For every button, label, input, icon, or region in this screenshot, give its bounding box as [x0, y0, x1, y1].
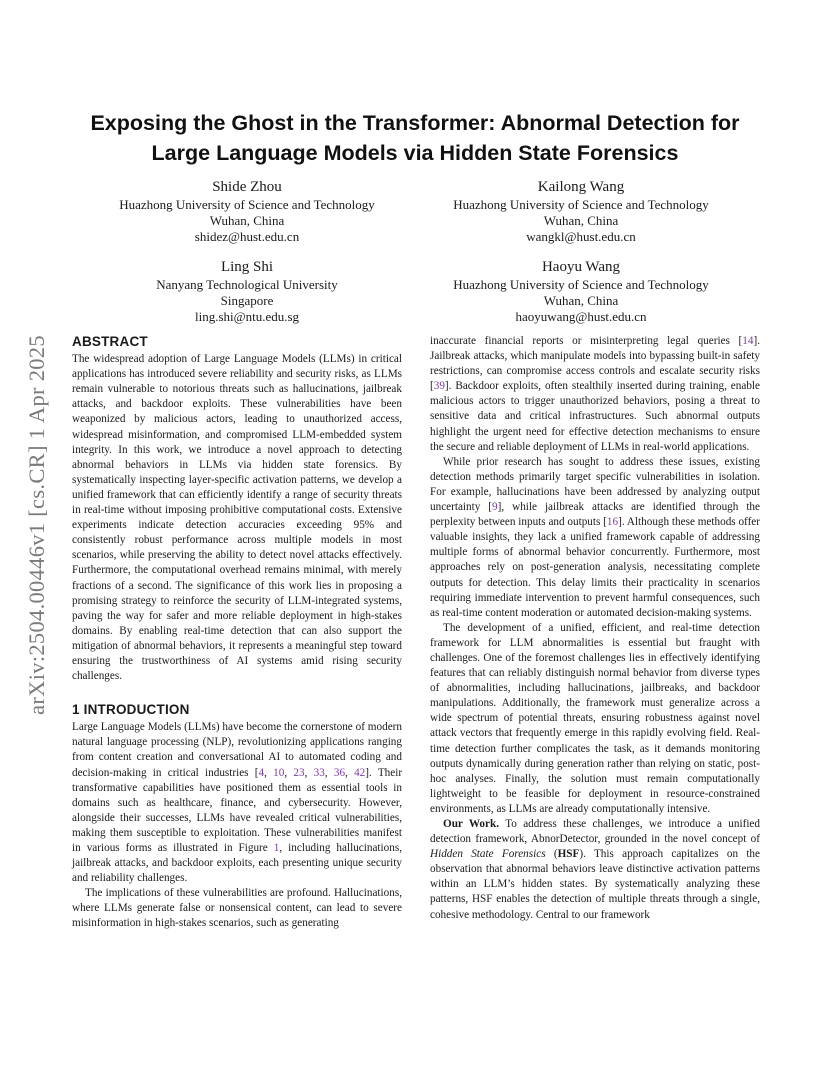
- citation-link[interactable]: 4: [258, 766, 265, 779]
- author-location: Singapore: [220, 293, 274, 308]
- intro-paragraph-2: The implications of these vulnerabilities are profound. Hallucinations, where LLMs generate false or nonsensical content, can lead to severe misinformation in high-stakes scenarios, such as generating: [72, 887, 402, 930]
- author-block-2: [416, 177, 746, 245]
- intro-paragraph-1: Large Language Models (LLMs) have become the cornerstone of modern natural language processing (NLP), revolutionizing applications ranging from content creation and conversational AI to automated coding and decision-making in critical industries [4, 10, 23, 33, 36, 42]. Their transformative capabilities have positioned them as essential tools in domains such as healthcare, finance, and cybersecurity. However, alongside their successes, LLMs have revealed critical vulnerabilities, making them susceptible to exploitation. These vulnerabilities manifest in various forms as illustrated in Figure 1, including hallucinations, jailbreak attacks, and backdoor exploits, each presenting unique security and reliability challenges.: [72, 721, 403, 885]
- author-email: shidez@hust.edu.cn: [194, 229, 300, 244]
- citation-link[interactable]: 10: [273, 766, 285, 779]
- author-email: wangkl@hust.edu.cn: [526, 229, 636, 244]
- our-work-paragraph: Our Work. To address these challenges, we introduce a unified detection framework, AbnorDetector, grounded in the novel concept of Hidden State Forensics (HSF). This approach capitalizes on the observation that abnormal behaviors leave distinctive activation patterns within an LLM’s hidden states. By systematically analyzing these patterns, HSF enables the detection of multiple threats through a single, cohesive methodology. Central to our framework: [430, 818, 760, 921]
- citation-link[interactable]: 14: [742, 335, 754, 347]
- right-column: [430, 334, 760, 923]
- paper-title: [70, 108, 760, 168]
- author-location: Wuhan, China: [209, 213, 285, 228]
- citation-link[interactable]: 39: [433, 380, 445, 393]
- author-affiliation: Huazhong University of Science and Technology: [453, 197, 709, 212]
- abstract-text: The widespread adoption of Large Language Models (LLMs) in critical applications has introduced severe reliability and security risks, as LLMs remain vulnerable to notorious threats such as hallucinations, jailbreak attacks, and backdoor exploits. These vulnerabilities have been weaponized by malicious actors, leading to unauthorized access, widespread misinformation, and compromised LLM-embedded system integrity. In this work, we introduce a novel approach to detecting abnormal behaviors in LLMs via hidden state forensics. By systematically inspecting layer-specific activation patterns, we develop a unified framework that can efficiently identify a range of security threats in real-time without imposing prohibitive computational costs. Extensive experiments indicate detection accuracies exceeding 95% and consistently robust performance across multiple models in most scenarios, while preserving the ability to detect novel attacks effectively. Furthermore, the computational overhead remains minimal, with merely fractions of a second. The significance of this work lies in proposing a promising strategy to reinforce the security of LLM-integrated systems, paving the way for safer and more reliable deployment in high-stakes domains. By enabling real-time detection that can also support the mitigation of abnormal behaviors, it represents a meaningful step toward ensuring the trustworthiness of AI systems amid rising security challenges.: [72, 353, 402, 683]
- author-location: Wuhan, China: [543, 213, 619, 228]
- author-email: haoyuwang@hust.edu.cn: [515, 309, 647, 324]
- arxiv-identifier: arXiv:2504.00446v1 [cs.CR] 1 Apr 2025: [24, 335, 49, 715]
- title-line-2: Large Language Models via Hidden State Forensics: [151, 141, 679, 165]
- arxiv-sidebar: [20, 290, 54, 760]
- author-email: ling.shi@ntu.edu.sg: [194, 309, 300, 324]
- abstract-heading: ABSTRACT: [72, 334, 148, 349]
- our-work-lead: Our Work.: [443, 818, 500, 830]
- author-block-1: [82, 177, 412, 245]
- author-block-4: [416, 257, 746, 325]
- citation-link[interactable]: 9: [492, 501, 498, 514]
- author-name: Haoyu Wang: [541, 259, 621, 275]
- citation-link[interactable]: 36: [333, 766, 346, 779]
- author-location: Wuhan, China: [543, 293, 619, 308]
- author-name: Ling Shi: [220, 259, 274, 275]
- author-affiliation: Huazhong University of Science and Technology: [453, 277, 709, 292]
- author-name: Kailong Wang: [537, 179, 625, 195]
- introduction-heading: 1 INTRODUCTION: [72, 702, 190, 718]
- author-block-3: [82, 257, 412, 325]
- right-paragraph-3: The development of a unified, efficient, and real-time detection framework for LLM abnormalities is essential but fraught with challenges. One of the foremost challenges lies in effectively identifying features that can reliably distinguish normal behavior from diverse types of abnormalities, including hallucinations, jailbreaks, and backdoor manipulations. Additionally, the framework must generalize across a wide spectrum of potential threats, ensuring robustness against novel attack vectors that frequently emerge in this rapidly evolving field. Real-time detection further complicates the task, as it demands monitoring outputs dynamically during generation rather than relying on static, post-hoc analyses. Finally, the solution must remain computationally lightweight to be feasible for deployment in resource-constrained environments, as LLMs are already computationally intensive.: [430, 621, 760, 815]
- right-paragraph-1: inaccurate financial reports or misinterpreting legal queries [14]. Jailbreak attacks, which manipulate models into bypassing built-in safety restrictions, can compromise access controls and escalate security risks [39]. Backdoor exploits, often stealthily inserted during training, enable malicious actors to trigger unauthorized behaviors, posing a threat to sensitive data and critical infrastructures. Such abnormal outputs highlight the urgent need for effective detection mechanisms to ensure the secure and reliable deployment of LLMs in real-world applications.: [430, 335, 760, 453]
- title-line-1: Exposing the Ghost in the Transformer: Abnormal Detection for: [90, 111, 740, 135]
- hsf-term: Hidden State Forensics: [430, 848, 546, 861]
- right-paragraph-2: While prior research has sought to address these issues, existing detection methods primarily target specific vulnerabilities in isolation. For example, hallucinations have been addressed by analyzing output uncertainty [9], while jailbreak attacks are identified through the perplexity between inputs and outputs [16]. Although these methods offer valuable insights, they lack a unified framework capable of addressing multiple forms of abnormal behavior concurrently. Furthermore, most approaches rely on post-generation analysis, necessitating complete outputs for detection. This delay limits their practicality in scenarios requiring immediate intervention to prevent harmful consequences, such as real-time content moderation or automated decision-making systems.: [430, 455, 760, 619]
- author-affiliation: Huazhong University of Science and Technology: [119, 197, 375, 212]
- citation-link[interactable]: 16: [606, 516, 619, 529]
- figure-link[interactable]: 1: [273, 842, 280, 854]
- citation-link[interactable]: 42: [354, 766, 366, 779]
- left-column: [72, 334, 402, 932]
- citation-link[interactable]: 23: [293, 766, 305, 779]
- author-affiliation: Nanyang Technological University: [156, 277, 338, 292]
- author-name: Shide Zhou: [212, 179, 282, 195]
- hsf-abbrev: HSF: [557, 848, 580, 861]
- citation-link[interactable]: 33: [313, 766, 325, 779]
